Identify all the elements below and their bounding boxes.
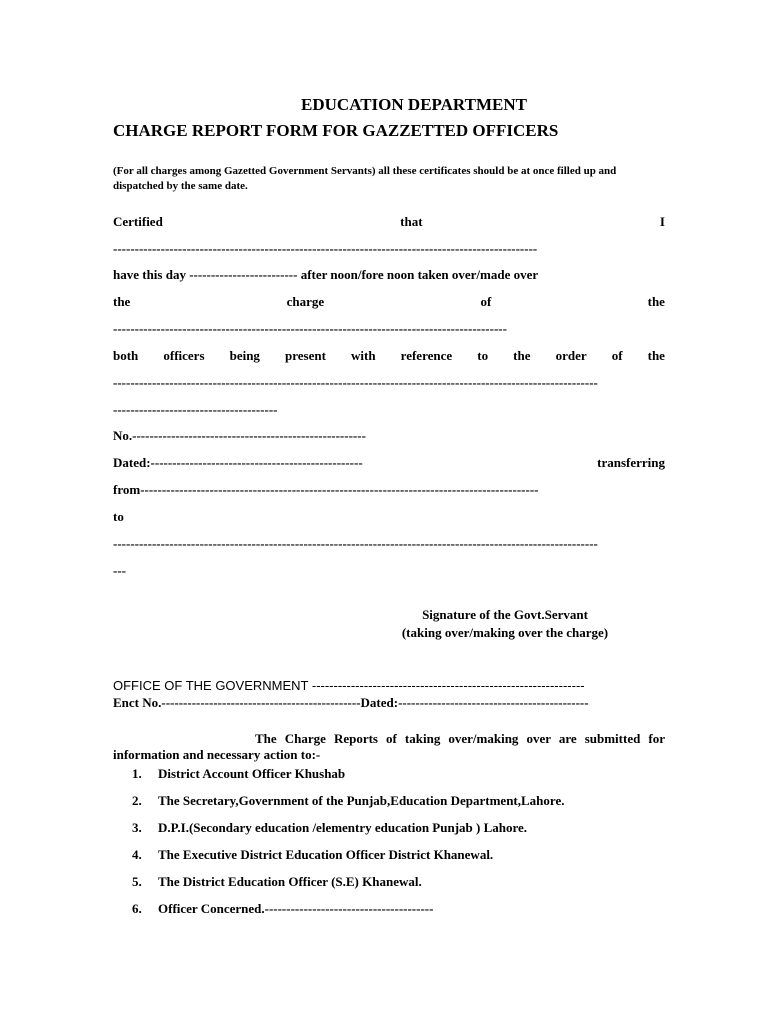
blank-line-charge: ------------------------------------------------------------------------------------------- xyxy=(113,321,507,336)
word: the xyxy=(647,348,665,363)
word: of xyxy=(611,348,623,363)
blank-line-order: ---------------------------------------------------------------------------------------------------------------- xyxy=(113,375,598,390)
submission-paragraph: The Charge Reports of taking over/making over are submitted for information and necessary action to:- xyxy=(113,731,665,762)
to-line: to xyxy=(113,509,124,524)
word: transferring xyxy=(597,455,665,470)
word: present xyxy=(285,348,326,363)
signature-sublabel: (taking over/making over the charge) xyxy=(401,625,609,640)
list-item: 4. The Executive District Education Officer District Khanewal. xyxy=(132,847,494,862)
enct-line: Enct No.----------------------------------------------Dated:-------------------------------------------- xyxy=(113,695,589,710)
word: being xyxy=(229,348,260,363)
list-item: 1. District Account Officer Khushab xyxy=(132,766,346,781)
form-title: CHARGE REPORT FORM FOR GAZZETTED OFFICERS xyxy=(113,121,559,140)
word: that xyxy=(400,214,423,229)
certified-line xyxy=(113,214,665,230)
from-line: from-------------------------------------------------------------------------------------------- xyxy=(113,482,539,497)
office-line: OFFICE OF THE GOVERNMENT --------------------------------------------------------------- xyxy=(113,678,585,693)
word: the xyxy=(513,348,531,363)
word: I xyxy=(659,214,665,229)
dated-line xyxy=(113,455,665,471)
charge-line xyxy=(113,294,665,310)
word: to xyxy=(477,348,489,363)
word: the xyxy=(647,294,665,309)
instruction-note: (For all charges among Gazetted Government Servants) all these certificates should be at once filled up and dispatched by the same date. xyxy=(113,165,617,192)
blank-line-to-cont: --- xyxy=(113,563,126,578)
list-item: 6. Officer Concerned.--------------------------------------- xyxy=(132,901,434,916)
word: both xyxy=(113,348,139,363)
officers-present-line xyxy=(113,348,665,364)
word: of xyxy=(480,294,492,309)
blank-line-name: -------------------------------------------------------------------------------------------------- xyxy=(113,241,538,256)
have-this-day-line: have this day ------------------------- after noon/fore noon taken over/made over xyxy=(113,267,539,282)
blank-line-to: ---------------------------------------------------------------------------------------------------------------- xyxy=(113,536,598,551)
word: order xyxy=(555,348,587,363)
word: the xyxy=(113,294,131,309)
word: reference xyxy=(400,348,453,363)
word: officers xyxy=(163,348,205,363)
list-item: 3. D.P.I.(Secondary education /elementry education Punjab ) Lahore. xyxy=(132,820,528,835)
word: charge xyxy=(286,294,325,309)
order-number-line: No.------------------------------------------------------ xyxy=(113,428,366,443)
blank-line-order-cont: -------------------------------------- xyxy=(113,402,278,417)
dated-field: Dated:------------------------------------------------- xyxy=(113,455,363,470)
list-item: 2. The Secretary,Government of the Punjab,Education Department,Lahore. xyxy=(132,793,565,808)
list-item: 5. The District Education Officer (S.E) Khanewal. xyxy=(132,874,422,889)
signature-label: Signature of the Govt.Servant xyxy=(422,607,588,622)
word: Certified xyxy=(113,214,163,229)
department-heading: EDUCATION DEPARTMENT xyxy=(301,95,527,114)
word: with xyxy=(351,348,376,363)
